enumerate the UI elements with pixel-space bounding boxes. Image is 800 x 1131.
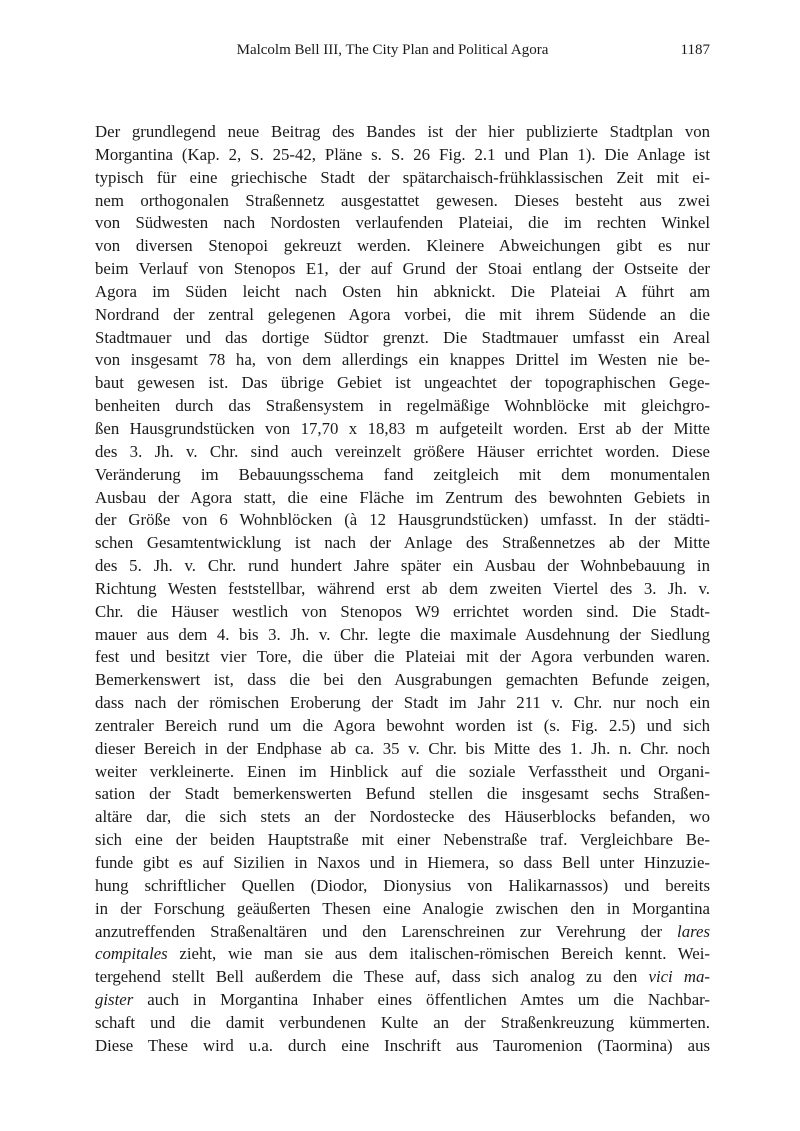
text-line [95, 235, 710, 258]
text-line [95, 783, 710, 806]
text-segment: Nordrand der zentral gelegenen Agora vorbei, die mit ihrem Südende an die [95, 304, 710, 324]
text-segment: in der Forschung geäußerten Thesen eine Analogie zwischen den in Morgantina [95, 898, 710, 918]
text-segment: schen Gesamtentwicklung ist nach der Anlage des Straßennetzes ab der Mitte [95, 533, 710, 553]
text-segment: Veränderung im Bebauungsschema fand zeitgleich mit dem monumentalen [95, 464, 710, 484]
text-line [95, 1012, 710, 1035]
text-line [95, 669, 710, 692]
running-title: Malcolm Bell III, The City Plan and Political Agora [236, 42, 549, 58]
text-line [95, 829, 710, 852]
text-line [95, 646, 710, 669]
text-segment: tergehend stellt Bell außerdem die These auf, dass sich analog zu den [95, 967, 649, 987]
text-line [95, 898, 710, 921]
text-segment: Morgantina (Kap. 2, S. 25-42, Pläne s. S. 26 Fig. 2.1 und Plan 1). Die Anlage ist [95, 144, 710, 164]
text-line [95, 349, 710, 372]
text-segment: von Südwesten nach Nordosten verlaufenden Plateiai, die im rechten Winkel [95, 213, 710, 233]
text-line [95, 418, 710, 441]
text-segment: Der grundlegend neue Beitrag des Bandes ist der hier publizierte Stadtplan von [95, 122, 710, 141]
italic-text: lares [677, 921, 710, 941]
text-line [95, 487, 710, 510]
text-line [95, 167, 710, 190]
text-segment: Richtung Westen feststellbar, während erst ab dem zweiten Viertel des 3. Jh. v. [95, 578, 710, 598]
text-segment: Diese These wird u.a. durch eine Inschrift aus Tauromenion (Taormina) aus [95, 1035, 710, 1055]
text-segment: des 3. Jh. v. Chr. sind auch vereinzelt größere Häuser errichtet worden. Diese [95, 441, 710, 461]
text-line [95, 190, 710, 213]
text-segment: der Größe von 6 Wohnblöcken (à 12 Hausgrundstücken) umfasst. In der städti- [95, 510, 710, 530]
text-line [95, 761, 710, 784]
text-segment: dieser Bereich in der Endphase ab ca. 35 v. Chr. bis Mitte des 1. Jh. n. Chr. noch [95, 738, 710, 758]
italic-text: gister [95, 990, 134, 1010]
text-line [95, 715, 710, 738]
text-segment: des 5. Jh. v. Chr. rund hundert Jahre später ein Ausbau der Wohnbebauung in [95, 556, 710, 576]
text-segment: von insgesamt 78 ha, von dem allerdings ein knappes Drittel im Westen nie be- [95, 350, 710, 370]
text-line [95, 212, 710, 235]
text-line [95, 395, 710, 418]
text-segment: anzutreffenden Straßenaltären und den Larenschreinen zur Verehrung der [95, 921, 678, 941]
text-segment: auch in Morgantina Inhaber eines öffentlichen Amtes um die Nachbar- [133, 990, 710, 1010]
page-number: 1187 [680, 42, 710, 58]
text-segment: Stadtmauer und das dortige Südtor grenzt. Die Stadtmauer umfasst ein Areal [95, 327, 710, 347]
text-segment: sation der Stadt bemerkenswerten Befund stellen die insgesamt sechs Straßen- [95, 784, 710, 804]
text-line [95, 875, 710, 898]
text-line [95, 578, 710, 601]
text-segment: schaft und die damit verbundenen Kulte an der Straßenkreuzung kümmerten. [95, 1012, 710, 1032]
text-segment: nem orthogonalen Straßennetz ausgestattet gewesen. Dieses besteht aus zwei [95, 190, 710, 210]
italic-text: vici ma- [648, 967, 710, 987]
text-segment: weiter verkleinerte. Einen im Hinblick auf die soziale Verfasstheit und Organi- [95, 761, 710, 781]
text-segment: baut gewesen ist. Das übrige Gebiet ist ungeachtet der topographischen Gege- [95, 373, 710, 393]
text-line [95, 258, 710, 281]
text-line [95, 327, 710, 350]
text-line [95, 624, 710, 647]
text-segment: dass nach der römischen Eroberung der Stadt im Jahr 211 v. Chr. nur noch ein [95, 693, 710, 713]
text-line [95, 464, 710, 487]
text-line [95, 144, 710, 167]
text-line [95, 281, 710, 304]
text-segment: fest und besitzt vier Tore, die über die Plateiai mit der Agora verbunden waren. [95, 647, 710, 667]
text-segment: altäre dar, die sich stets an der Nordostecke des Häuserblocks befanden, wo [95, 807, 710, 827]
text-line [95, 601, 710, 624]
text-segment: mauer aus dem 4. bis 3. Jh. v. Chr. legte die maximale Ausdehnung der Siedlung [95, 624, 710, 644]
text-line [95, 121, 710, 144]
text-segment: hung schriftlicher Quellen (Diodor, Dionysius von Halikarnassos) und bereits [95, 875, 710, 895]
text-line [95, 304, 710, 327]
text-segment: Agora im Süden leicht nach Osten hin abknickt. Die Plateiai A führt am [95, 281, 710, 301]
text-line [95, 555, 710, 578]
running-header [95, 42, 710, 62]
body-paragraph [95, 121, 710, 1058]
text-line [95, 509, 710, 532]
text-line [95, 1035, 710, 1058]
text-segment: sich eine der beiden Hauptstraße mit einer Nebenstraße traf. Vergleichbare Be- [95, 830, 710, 850]
text-segment: Chr. die Häuser westlich von Stenopos W9 errichtet worden sind. Die Stadt- [95, 601, 710, 621]
text-segment: zentraler Bereich rund um die Agora bewohnt worden ist (s. Fig. 2.5) und sich [95, 715, 710, 735]
text-line [95, 441, 710, 464]
text-segment: von diversen Stenopoi gekreuzt werden. Kleinere Abweichungen gibt es nur [95, 236, 710, 256]
text-segment: Bemerkenswert ist, dass die bei den Ausgrabungen gemachten Befunde zeigen, [95, 670, 710, 690]
text-segment: beim Verlauf von Stenopos E1, der auf Grund der Stoai entlang der Ostseite der [95, 259, 710, 279]
text-line [95, 852, 710, 875]
text-line [95, 966, 710, 989]
text-line [95, 372, 710, 395]
text-segment: Ausbau der Agora statt, die eine Fläche im Zentrum des bewohnten Gebiets in [95, 487, 710, 507]
italic-text: compitales [95, 944, 168, 964]
text-line [95, 989, 710, 1012]
text-segment: typisch für eine griechische Stadt der spätarchaisch-frühklassischen Zeit mit ei- [95, 167, 710, 187]
text-segment: ßen Hausgrundstücken von 17,70 x 18,83 m aufgeteilt worden. Erst ab der Mitte [95, 418, 710, 438]
text-line [95, 532, 710, 555]
text-segment: funde gibt es auf Sizilien in Naxos und in Hiemera, so dass Bell unter Hinzuzie- [95, 853, 710, 872]
text-line [95, 692, 710, 715]
text-segment: benheiten durch das Straßensystem in regelmäßige Wohnblöcke mit gleichgro- [95, 396, 710, 416]
text-line [95, 738, 710, 761]
text-line [95, 921, 710, 944]
text-line [95, 943, 710, 966]
text-line [95, 806, 710, 829]
text-segment: zieht, wie man sie aus dem italischen-römischen Bereich kennt. Wei- [167, 944, 710, 964]
